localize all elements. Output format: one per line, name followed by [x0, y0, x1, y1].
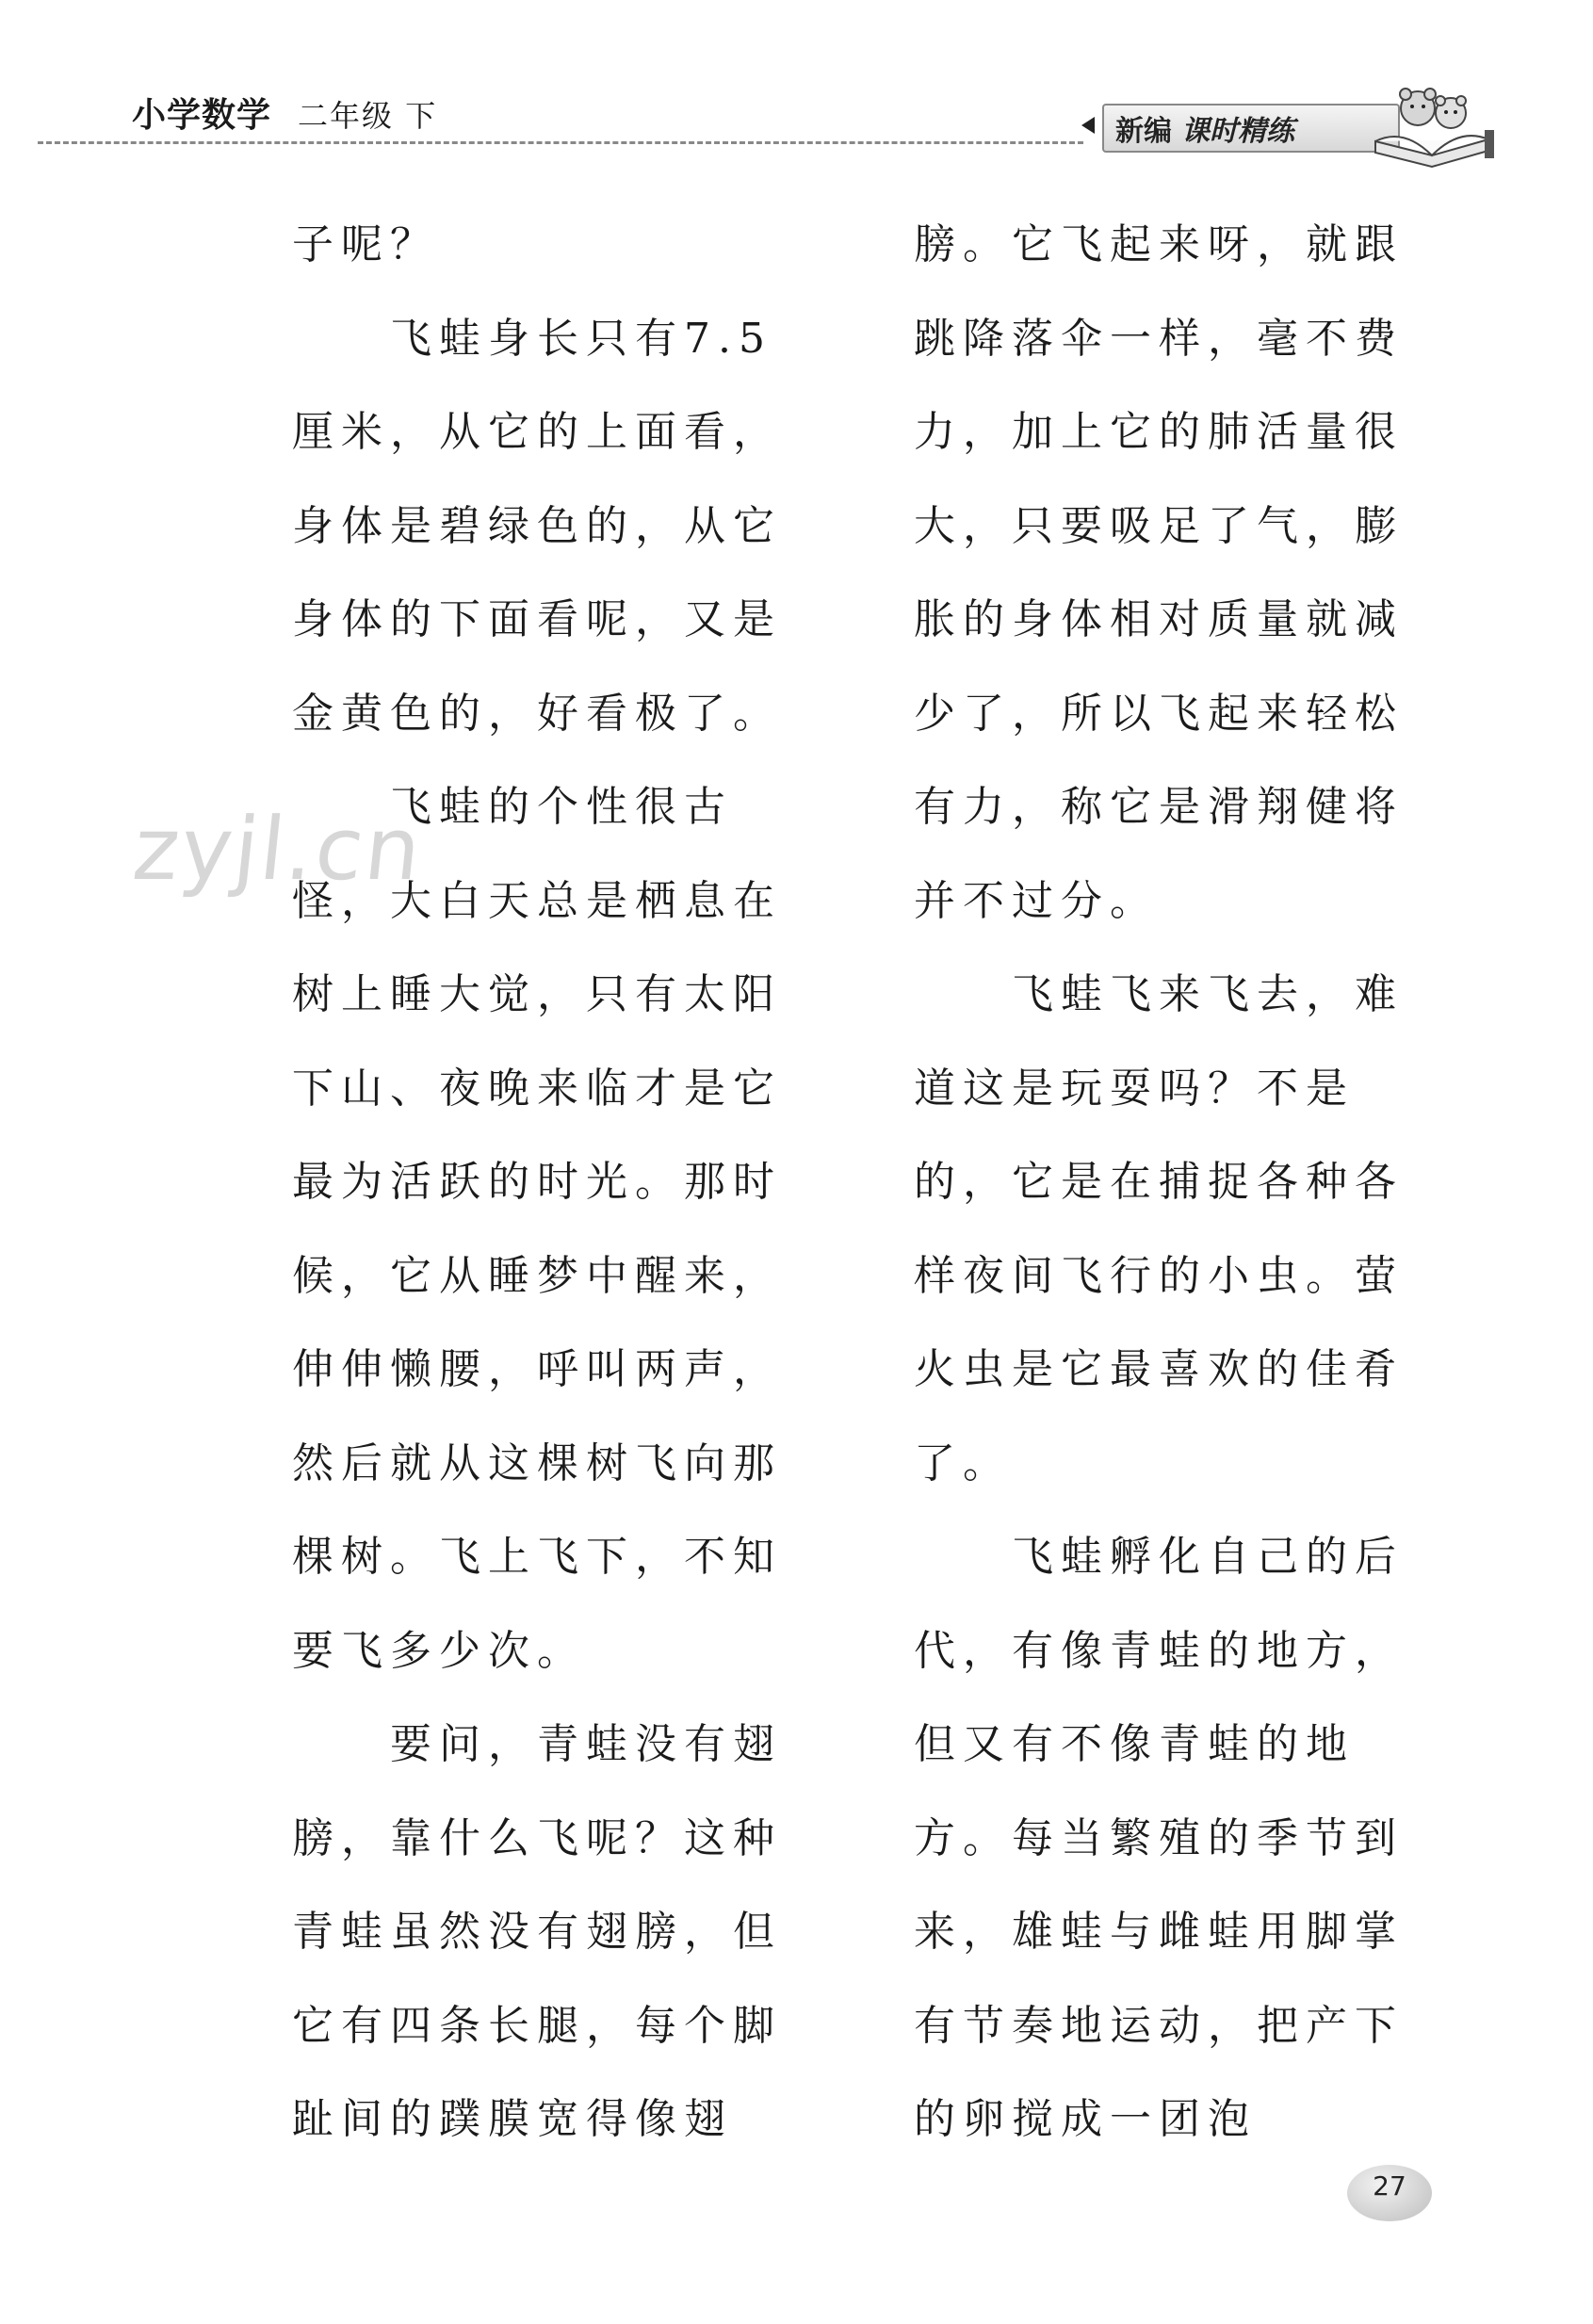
- paragraph: 飞蛙飞来飞去，难道这是玩耍吗？不是的，它是在捕捉各种各样夜间飞行的小虫。萤火虫是它最喜欢的佳肴了。: [914, 970, 1404, 1487]
- series-label-box: [1102, 104, 1400, 153]
- grade-label: 二年级 下: [298, 98, 438, 134]
- series-badge: [1055, 75, 1479, 151]
- header-title-group: [132, 89, 437, 137]
- paragraph: 膀。它飞起来呀，就跟跳降落伞一样，毫不费力，加上它的肺活量很大，只要吸足了气，膨胀的身体相对质量就减少了，所以飞起来轻松有力，称它是滑翔健将并不过分。: [914, 220, 1404, 925]
- bear-book-icon: [1366, 75, 1498, 170]
- paragraph: 要问，青蛙没有翅膀，靠什么飞呢？这种青蛙虽然没有翅膀，但它有四条长腿，每个脚趾间的蹼膜宽得像翅: [292, 1720, 782, 2143]
- paragraph: 飞蛙孵化自己的后代，有像青蛙的地方，但又有不像青蛙的地方。每当繁殖的季节到来，雄蛙与雌蛙用脚掌有节奏地运动，把产下的卵搅成一团泡: [914, 1533, 1404, 2143]
- subject-title: 小学数学: [132, 96, 272, 135]
- header-dashed-divider: [38, 141, 1083, 144]
- right-text-column: [914, 198, 1413, 2167]
- left-arrow-icon: [1081, 117, 1095, 134]
- series-label-part2: 课时精练: [1181, 115, 1294, 148]
- paragraph: 飞蛙的个性很古怪，大白天总是栖息在树上睡大觉，只有太阳下山、夜晚来临才是它最为活跃的时光。那时候，它从睡梦中醒来，伸伸懒腰，呼叫两声，然后就从这棵树飞向那棵树。飞上飞下，不知要飞多少次。: [292, 783, 782, 1675]
- paragraph: 飞蛙身长只有7.5厘米，从它的上面看，身体是碧绿色的，从它身体的下面看呢，又是金黄色的，好看极了。: [292, 314, 782, 738]
- series-label-part1: 新编: [1115, 115, 1172, 148]
- page-number-badge: [1291, 2157, 1498, 2242]
- left-text-column: [292, 198, 791, 2167]
- page-number: 27: [1373, 2170, 1406, 2202]
- paragraph: 子呢？: [292, 220, 439, 268]
- watermark-text: zyjl.cn: [128, 799, 428, 900]
- page-header: [38, 57, 1488, 151]
